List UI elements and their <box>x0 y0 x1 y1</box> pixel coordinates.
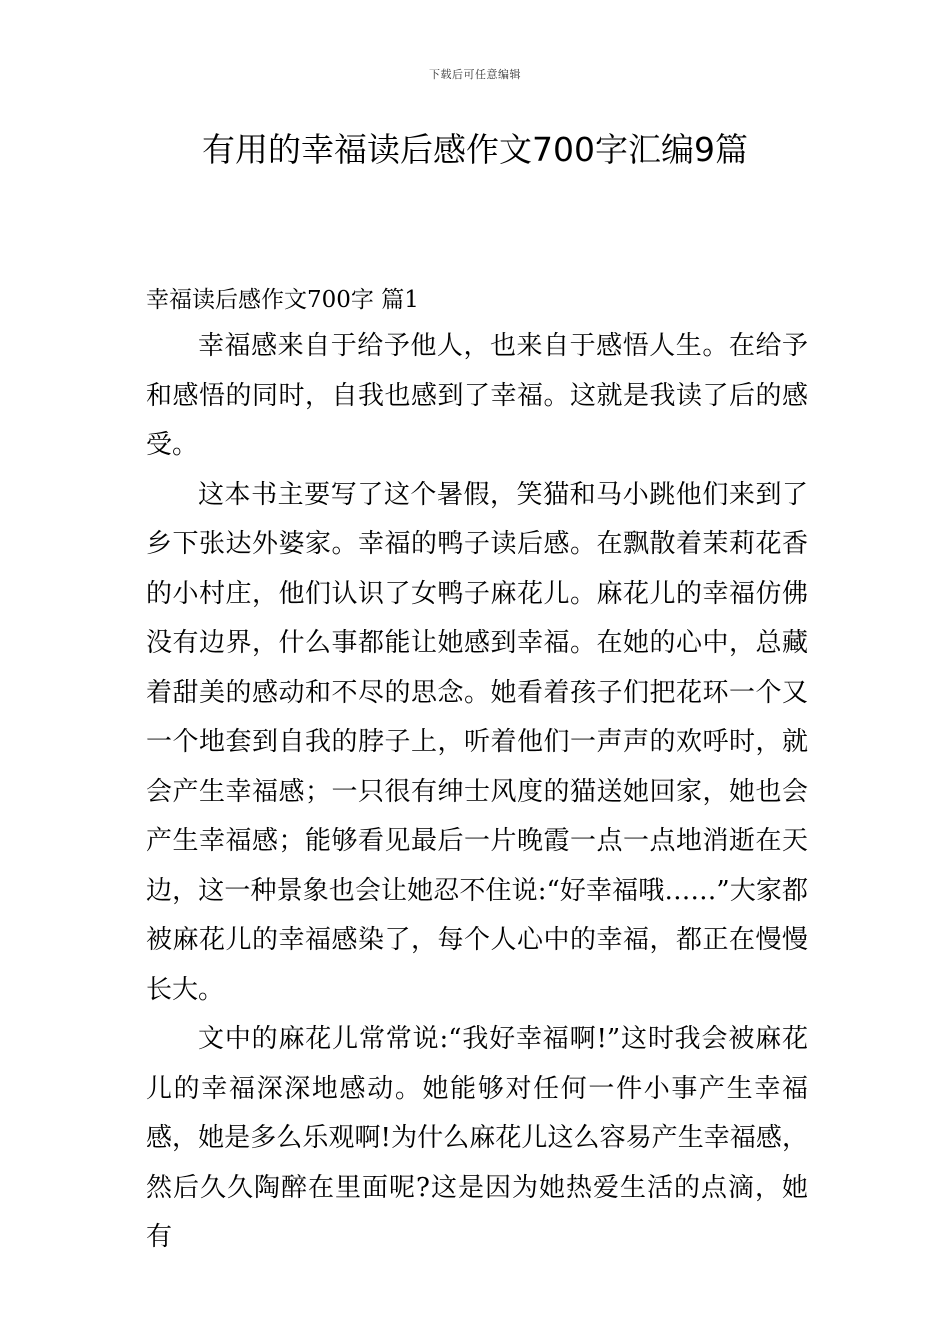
paragraph-1: 幸福感来自于给予他人，也来自于感悟人生。在给予和感悟的同时，自我也感到了幸福。这就是我读了后的感受。 <box>146 331 808 460</box>
paragraph-2: 这本书主要写了这个暑假，笑猫和马小跳他们来到了乡下张达外婆家。幸福的鸭子读后感。在飘散着茉莉花香的小村庄，他们认识了女鸭子麻花儿。麻花儿的幸福仿佛没有边界，什么事都能让她感到幸福。在她的心中，总藏着甜美的感动和不尽的思念。她看着孩子们把花环一个又一个地套到自我的脖子上，听着他们一声声的欢呼时，就会产生幸福感；一只很有绅士风度的猫送她回家，她也会产生幸福感；能够看见最后一片晚霞一点一点地消逝在天边，这一种景象也会让她忍不住说:“好幸福哦……”大家都被麻花儿的幸福感染了，每个人心中的幸福，都正在慢慢长大。 <box>146 479 808 1005</box>
document-body <box>146 278 808 1263</box>
paragraph-3: 文中的麻花儿常常说:“我好幸福啊!”这时我会被麻花儿的幸福深深地感动。她能够对任何一件小事产生幸福感，她是多么乐观啊!为什么麻花儿这么容易产生幸福感，然后久久陶醉在里面呢?这是因为她热爱生活的点滴，她有 <box>146 1024 808 1252</box>
document-title: 有用的幸福读后感作文700字汇编9篇 <box>202 130 748 169</box>
header-note: 下载后可任意编辑 <box>429 68 521 81</box>
section-heading: 幸福读后感作文700字 篇1 <box>146 287 419 313</box>
